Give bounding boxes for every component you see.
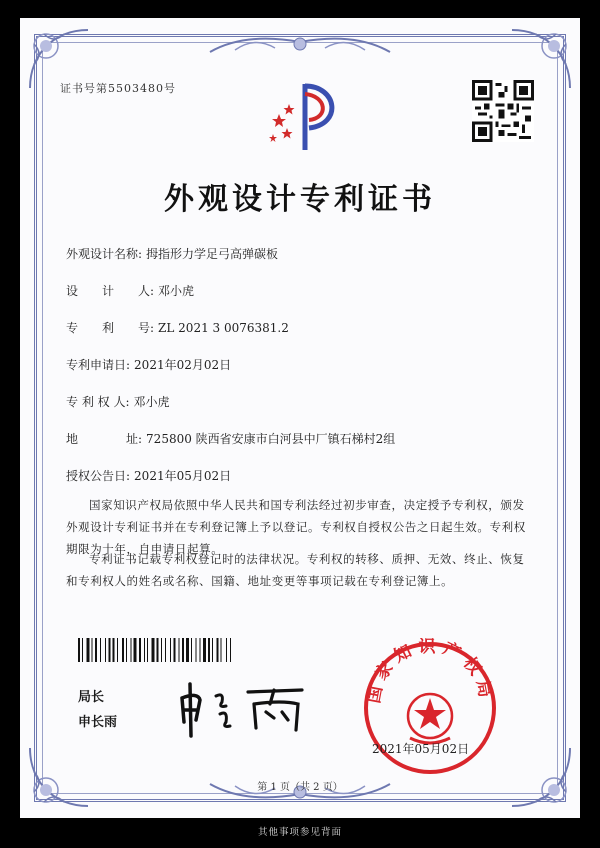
director-signature	[170, 676, 320, 740]
page-number: 第 1 页（共 2 页）	[257, 782, 343, 793]
field-value: 2021年05月02日	[134, 469, 232, 483]
field-label: 授权公告日:	[66, 469, 131, 483]
field-value: 邓小虎	[158, 284, 195, 298]
field-design-name	[66, 245, 278, 262]
field-patent-number	[66, 319, 289, 336]
field-label: 专 利 权 人:	[66, 395, 130, 409]
corner-ornament-icon	[506, 742, 576, 812]
statement-paragraph: 专利证书记载专利权登记时的法律状况。专利权的转移、质押、无效、终止、恢复和专利权人的姓名或名称、国籍、地址变更等事项记载在专利登记簿上。	[66, 552, 525, 588]
official-seal	[360, 638, 500, 778]
corner-ornament-icon	[24, 742, 94, 812]
field-value: ZL 2021 3 0076381.2	[158, 321, 289, 335]
seal-date: 2021年05月02日	[372, 742, 470, 756]
director-name: 申长雨	[78, 715, 118, 730]
certificate-paper	[20, 18, 580, 818]
field-value: 2021年02月02日	[134, 358, 232, 372]
field-value: 邓小虎	[133, 395, 170, 409]
top-scroll-ornament-icon	[205, 28, 395, 62]
field-grant-date	[66, 467, 231, 484]
field-application-date	[66, 356, 231, 373]
field-label: 专利申请日:	[66, 358, 131, 372]
seal-text: 国家知识产权局	[363, 638, 497, 705]
director-title: 局长	[78, 690, 105, 705]
field-designer	[66, 282, 194, 299]
page-title: 外观设计专利证书	[164, 182, 436, 217]
field-address	[66, 430, 395, 447]
field-value: 拇指形力学足弓高弹碳板	[146, 247, 279, 261]
field-label: 地 址:	[66, 432, 143, 446]
field-label: 外观设计名称:	[66, 247, 143, 261]
field-value: 725800 陕西省安康市白河县中厂镇石梯村2组	[146, 432, 396, 446]
field-patentee	[66, 393, 170, 410]
barcode-icon	[78, 638, 274, 662]
patent-office-logo-icon	[265, 76, 347, 158]
field-label: 专 利 号:	[66, 321, 155, 335]
field-label: 设 计 人:	[66, 284, 155, 298]
certificate-number: 证书号第5503480号	[60, 82, 176, 95]
qr-code-icon	[472, 80, 534, 142]
footer-note: 其他事项参见背面	[257, 827, 342, 838]
statement-paragraph: 国家知识产权局依照中华人民共和国专利法经过初步审查，决定授予专利权，颁发外观设计专利证书并在专利登记簿上予以登记。专利权自授权公告之日起生效。专利权期限为十年，自申请日起算。	[66, 498, 526, 556]
